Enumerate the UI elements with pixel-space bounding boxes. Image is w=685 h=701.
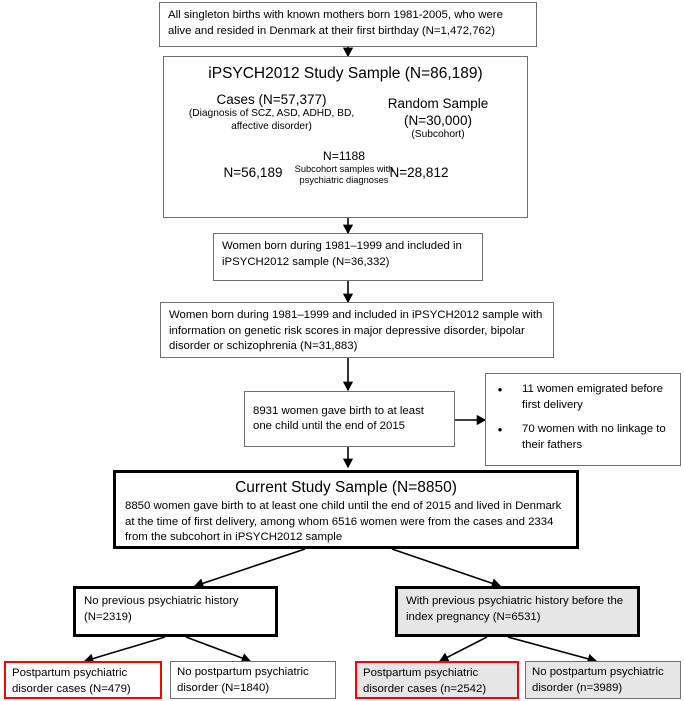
bullet-icon: • [497, 382, 503, 397]
exclusion-item-text: 70 women with no linkage to their fathers [522, 423, 666, 451]
node-no-ppd-no-history [170, 661, 336, 699]
no-ppd-no-history-text: No postpartum psychiatric disorder (N=1840) [177, 666, 309, 694]
ipsych-title: iPSYCH2012 Study Sample (N=86,189) [208, 65, 483, 82]
no-ppd-with-history-text: No postpartum psychiatric disorder (n=3989) [532, 666, 664, 694]
ipsych-overlap-group [292, 149, 396, 187]
women-born-text: Women born during 1981–1999 and included in iPSYCH2012 sample (N=36,332) [222, 240, 462, 268]
exclusion-item [492, 382, 674, 413]
node-women-born-included [213, 233, 483, 281]
ipsych-random-subtext: (Subcohort) [411, 129, 465, 140]
with-previous-history-text: With previous psychiatric history before the index pregnancy (N=6531) [406, 595, 624, 623]
ipsych-cases-subtext: (Diagnosis of SCZ, ASD, ADHD, BD, affective disorder) [188, 108, 355, 132]
exclusion-item-text: 11 women emigrated before first delivery [522, 383, 663, 411]
ipsych-cases-heading-group [184, 91, 359, 133]
gave-birth-text: 8931 women gave birth to at least one child until the end of 2015 [253, 404, 424, 432]
node-with-previous-history [395, 586, 640, 637]
bullet-icon: • [497, 422, 503, 437]
women-grs-text: Women born during 1981–1999 and included in iPSYCH2012 sample with information on genetic risk scores in major depressive disorder, bipolar disorder or schizophrenia (N=31,883) [169, 309, 543, 352]
no-previous-history-text: No previous psychiatric history (N=2319) [84, 595, 239, 623]
node-no-ppd-with-history [525, 661, 681, 699]
node-current-study-sample [113, 470, 579, 549]
ipsych-subcohort-only-count: N=28,812 [389, 165, 449, 180]
exclusion-item [492, 422, 674, 453]
node-gave-birth [244, 391, 455, 447]
node-ppd-cases-no-history [4, 661, 162, 699]
node-women-genetic-risk-scores [160, 302, 554, 358]
node-ipsych-study-sample [163, 56, 528, 218]
node-source-population [159, 2, 537, 47]
ppd-cases-no-history-text: Postpartum psychiatric disorder cases (N=479) [12, 667, 131, 695]
ipsych-random-heading: Random Sample (N=30,000) [387, 96, 489, 128]
node-ppd-cases-with-history [355, 661, 519, 699]
node-exclusions [485, 373, 681, 466]
source-population-text: All singleton births with known mothers born 1981-2005, who were alive and resided in Denmark at their first birthday (N=1,472,762) [168, 9, 503, 37]
ipsych-overlap-count: N=1188 [322, 149, 366, 163]
ipsych-random-heading-group [354, 95, 522, 142]
ipsych-cases-only-count: N=56,189 [223, 165, 283, 180]
current-sample-title: Current Study Sample (N=8850) [235, 479, 457, 496]
ppd-cases-with-history-text: Postpartum psychiatric disorder cases (n=2542) [363, 667, 487, 695]
ipsych-overlap-label: Subcohort samples with psychiatric diagnoses [294, 164, 394, 186]
ipsych-cases-heading: Cases (N=57,377) [216, 92, 327, 107]
current-sample-body: 8850 women gave birth to at least one child until the end of 2015 and lived in Denmark at the time of first delivery, among whom 6516 women were from the cases and 2334 from the subcohort in iPSYCH2012 sample [125, 500, 562, 543]
node-no-previous-history [73, 586, 278, 637]
